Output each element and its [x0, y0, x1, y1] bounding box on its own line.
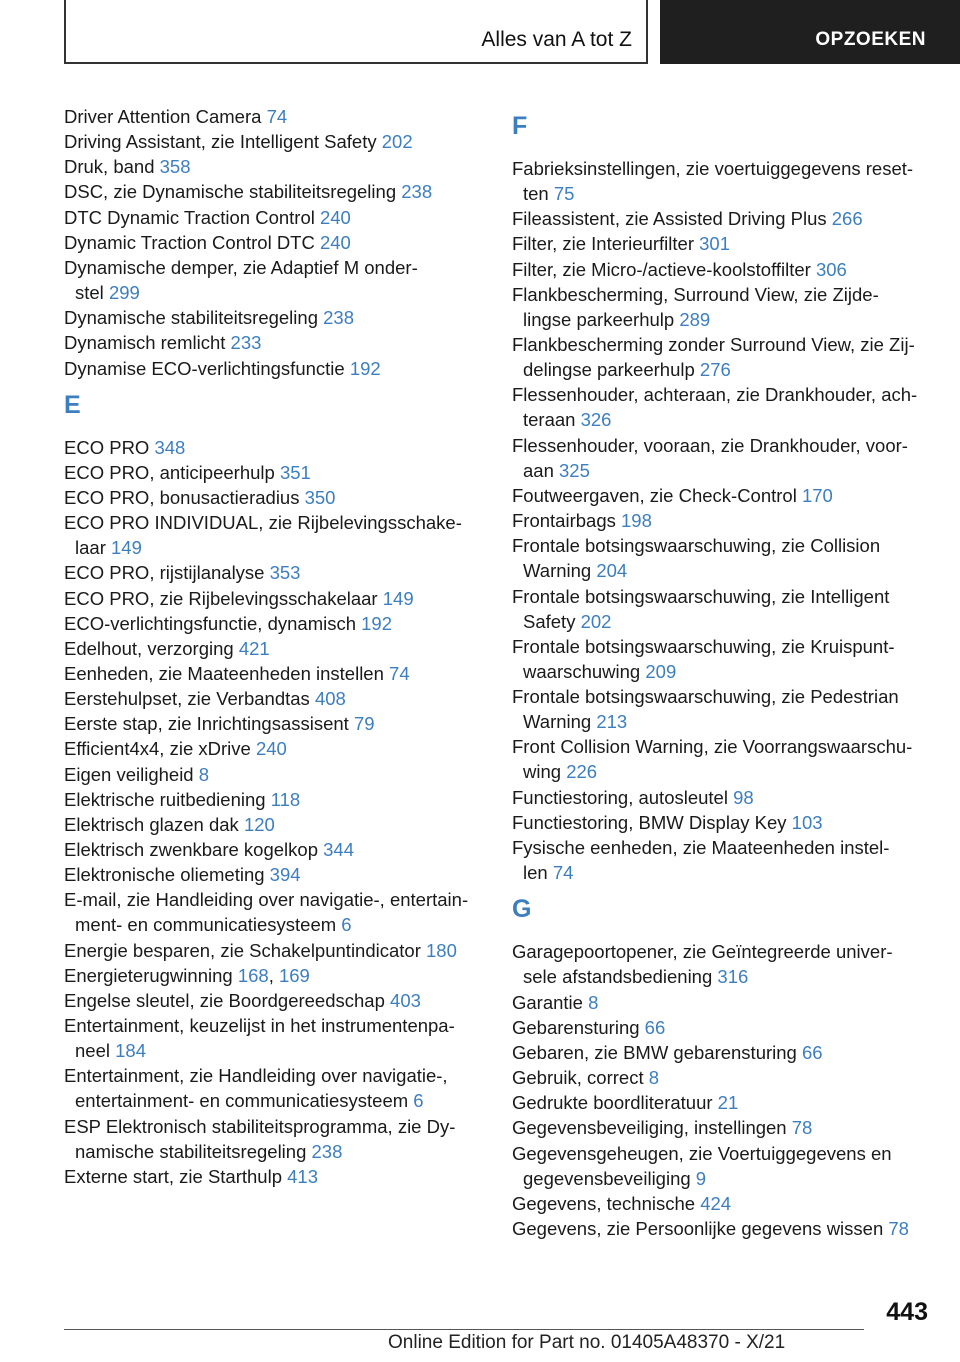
- page-reference-link[interactable]: 21: [717, 1092, 739, 1114]
- index-entry: [512, 684, 932, 734]
- entry-term-continuation: sele afstandsbediening: [523, 966, 713, 988]
- index-entry: [512, 206, 932, 231]
- entry-term: Gebaren, zie BMW gebarensturing: [512, 1041, 797, 1063]
- index-entry: [64, 129, 484, 154]
- entry-term-continuation: stel: [75, 281, 104, 303]
- page-reference-link[interactable]: 204: [596, 560, 628, 582]
- index-entry: [64, 230, 484, 255]
- entry-term-continuation: Warning: [523, 711, 592, 733]
- index-entry: [512, 835, 932, 885]
- index-entry: [512, 734, 932, 784]
- page-reference-link[interactable]: 192: [349, 357, 381, 379]
- header-title-box: [64, 0, 648, 64]
- entry-term: Elektrisch glazen dak: [64, 813, 239, 835]
- index-entry: [64, 330, 484, 355]
- page-reference-link[interactable]: 348: [154, 436, 186, 458]
- page-reference-link[interactable]: 299: [108, 281, 140, 303]
- entry-term: Frontale botsingswaarschuwing, zie Kruispunt-: [512, 635, 895, 657]
- index-entry: [512, 1015, 932, 1040]
- index-entry: [64, 179, 484, 204]
- page-reference-link[interactable]: 233: [230, 332, 262, 354]
- entry-term-continuation: gegevensbeveiliging: [523, 1167, 691, 1189]
- page-reference-link[interactable]: 75: [553, 183, 575, 204]
- entry-term: ECO-verlichtingsfunctie, dynamisch: [64, 612, 356, 634]
- index-entry: [64, 812, 484, 837]
- page-reference-link[interactable]: 424: [700, 1192, 732, 1214]
- page-reference-link[interactable]: 226: [566, 761, 598, 783]
- entry-term: Gegevens, technische: [512, 1192, 696, 1214]
- page-reference-link[interactable]: 66: [801, 1041, 823, 1063]
- page-reference-link[interactable]: 238: [311, 1140, 343, 1162]
- entry-term: Eerstehulpset, zie Verbandtas: [64, 688, 310, 710]
- entry-term: Efficient4x4, zie xDrive: [64, 738, 251, 760]
- entry-term: Dynamic Traction Control DTC: [64, 231, 315, 253]
- entry-term-continuation: delingse parkeerhulp: [523, 359, 695, 381]
- index-entry: [64, 938, 484, 963]
- page-reference-link[interactable]: 78: [791, 1117, 813, 1139]
- entry-term: Dynamische demper, zie Adaptief M onder-: [64, 256, 418, 278]
- index-entry: [512, 1040, 932, 1065]
- page-reference-link[interactable]: 306: [815, 258, 847, 280]
- entry-term-continuation: wing: [523, 761, 562, 783]
- index-entry: [512, 584, 932, 634]
- entry-term: E-mail, zie Handleiding over navigatie-, entertain-: [64, 889, 469, 911]
- index-entry: [64, 460, 484, 485]
- entry-term-continuation: entertainment- en communicatiesysteem: [75, 1090, 409, 1112]
- index-entry: [512, 1090, 932, 1115]
- entry-term: Eenheden, zie Maateenheden instellen: [64, 663, 384, 684]
- entry-term: Druk, band: [64, 156, 155, 178]
- index-entry: [64, 485, 484, 510]
- entry-term: Elektrisch zwenkbare kogelkop: [64, 839, 318, 861]
- page-reference-link[interactable]: 74: [266, 106, 288, 127]
- entry-term-continuation: teraan: [523, 409, 576, 431]
- page-reference-link[interactable]: 240: [319, 206, 351, 228]
- entry-term: Flessenhouder, vooraan, zie Drankhouder, voor-: [512, 434, 908, 456]
- index-entry: [64, 510, 484, 560]
- entry-term: ESP Elektronisch stabiliteitsprogramma, zie Dy-: [64, 1115, 456, 1137]
- index-entry: [64, 104, 484, 129]
- page-reference-link[interactable]: 350: [304, 486, 336, 508]
- entry-term: Gegevensgeheugen, zie Voertuiggegevens en: [512, 1142, 892, 1164]
- index-letter-heading: F: [512, 112, 528, 140]
- entry-term: Frontale botsingswaarschuwing, zie Collision: [512, 535, 881, 557]
- entry-term: Externe start, zie Starthulp: [64, 1166, 282, 1187]
- entry-term: ECO PRO INDIVIDUAL, zie Rijbelevingsschake-: [64, 512, 462, 534]
- index-entry: [512, 990, 932, 1015]
- entry-term-continuation: aan: [523, 459, 554, 481]
- entry-term: Dynamische stabiliteitsregeling: [64, 307, 318, 329]
- entry-term: Frontale botsingswaarschuwing, zie Pedestrian: [512, 686, 899, 708]
- entry-term: Filter, zie Interieurfilter: [512, 233, 694, 255]
- index-entry: [64, 711, 484, 736]
- page-reference-link[interactable]: 149: [111, 537, 142, 559]
- page-reference-link[interactable]: 413: [287, 1166, 319, 1187]
- entry-term: Eigen veiligheid: [64, 763, 194, 785]
- entry-term: Eerste stap, zie Inrichtingsassisent: [64, 713, 349, 735]
- entry-term: Flankbescherming, Surround View, zie Zijde-: [512, 283, 879, 305]
- index-entry: [64, 435, 484, 460]
- entry-term: Driving Assistant, zie Intelligent Safety: [64, 131, 377, 153]
- index-entry: [64, 686, 484, 711]
- page-reference-link[interactable]: 66: [644, 1016, 666, 1038]
- page-reference-link[interactable]: 8: [588, 991, 599, 1013]
- entry-term: Entertainment, zie Handleiding over navigatie-,: [64, 1065, 448, 1087]
- opzoeken-button[interactable]: [660, 0, 960, 64]
- entry-term: Energie besparen, zie Schakelpuntindicator: [64, 939, 421, 961]
- opzoeken-label: OPZOEKEN: [815, 29, 926, 50]
- index-entry: [512, 282, 932, 332]
- entry-term: Garantie: [512, 991, 583, 1013]
- page-reference-link[interactable]: 168: [237, 964, 269, 986]
- entry-term: ECO PRO, bonusactieradius: [64, 486, 300, 508]
- entry-term: Edelhout, verzorging: [64, 637, 234, 659]
- index-entry: [64, 887, 484, 937]
- index-entry: [64, 356, 484, 381]
- index-entry: [512, 508, 932, 533]
- entry-term-continuation: Safety: [523, 610, 576, 632]
- page-reference-link[interactable]: 403: [390, 989, 421, 1011]
- entry-term-continuation: neel: [75, 1040, 110, 1062]
- index-entry: [64, 1164, 484, 1189]
- page-reference-link[interactable]: 6: [341, 914, 352, 936]
- page-reference-link[interactable]: 238: [323, 307, 354, 329]
- entry-term: Gebruik, correct: [512, 1067, 644, 1089]
- page-reference-link[interactable]: 74: [389, 663, 410, 684]
- entry-term-continuation: waarschuwing: [523, 660, 641, 682]
- entry-term: ECO PRO, zie Rijbelevingsschakelaar: [64, 587, 378, 609]
- entry-term: ECO PRO, anticipeerhulp: [64, 461, 275, 483]
- page-reference-link[interactable]: 98: [733, 786, 754, 808]
- index-entry: [512, 533, 932, 583]
- index-entry: [64, 988, 484, 1013]
- entry-term: Elektrische ruitbediening: [64, 788, 266, 810]
- page-reference-link[interactable]: 180: [426, 939, 457, 961]
- entry-term: Energieterugwinning: [64, 964, 233, 986]
- index-entry: [512, 810, 932, 835]
- page-reference-link[interactable]: 213: [596, 711, 628, 733]
- index-entry: Energieterugwinning 168, 169: [64, 964, 310, 986]
- index-entry: [512, 1065, 932, 1090]
- entry-term: Gegevensbeveiliging, instellingen: [512, 1117, 787, 1139]
- index-entry: [64, 586, 484, 611]
- page-reference-link[interactable]: 240: [255, 738, 287, 760]
- entry-term: Gedrukte boordliteratuur: [512, 1092, 713, 1114]
- page-reference-link[interactable]: 301: [699, 233, 730, 255]
- index-entry: [64, 862, 484, 887]
- index-entry: [512, 156, 932, 206]
- page-reference-link[interactable]: 78: [888, 1218, 909, 1239]
- entry-term: Front Collision Warning, zie Voorrangswaarschu-: [512, 736, 913, 758]
- page-reference-link[interactable]: 326: [580, 409, 612, 431]
- index-entry: [64, 611, 484, 636]
- page-reference-link[interactable]: 408: [314, 688, 346, 710]
- entry-term-continuation: ment- en communicatiesysteem: [75, 914, 337, 936]
- index-entry: [512, 332, 932, 382]
- entry-term: Functiestoring, autosleutel: [512, 786, 728, 808]
- index-entry: [64, 154, 484, 179]
- page-reference-link[interactable]: 9: [695, 1167, 707, 1189]
- page-reference-link[interactable]: 240: [319, 231, 351, 253]
- entry-term: Elektronische oliemeting: [64, 864, 265, 886]
- index-entry: [512, 231, 932, 256]
- entry-term: Functiestoring, BMW Display Key: [512, 811, 787, 833]
- page-reference-link[interactable]: 198: [621, 510, 652, 532]
- index-entry: [64, 305, 484, 330]
- page-reference-link[interactable]: 8: [648, 1067, 660, 1089]
- page-reference-link[interactable]: 421: [238, 637, 270, 659]
- page-reference-link[interactable]: 394: [269, 864, 301, 886]
- index-entry: [512, 433, 932, 483]
- entry-term: Dynamise ECO-verlichtingsfunctie: [64, 357, 345, 379]
- entry-term-continuation: ten: [523, 183, 549, 204]
- entry-term: Driver Attention Camera: [64, 106, 262, 127]
- index-entry: [64, 661, 484, 686]
- entry-term: Gebarensturing: [512, 1016, 640, 1038]
- page-reference-link[interactable]: 170: [801, 484, 833, 506]
- index-entry: [512, 1115, 932, 1140]
- index-entry: [512, 382, 932, 432]
- entry-term-continuation: Warning: [523, 560, 592, 582]
- page-reference-link[interactable]: 184: [115, 1040, 146, 1062]
- index-entry: [64, 255, 484, 305]
- page-reference-link[interactable]: 289: [679, 308, 711, 330]
- entry-term: Fileassistent, zie Assisted Driving Plus: [512, 208, 827, 230]
- index-entry: [512, 1216, 932, 1241]
- index-entry: [64, 762, 484, 787]
- entry-term: Fysische eenheden, zie Maateenheden instel-: [512, 837, 890, 859]
- page-reference-link[interactable]: 351: [279, 461, 311, 483]
- page-reference-link[interactable]: 344: [323, 839, 355, 861]
- index-letter-heading: E: [64, 390, 81, 419]
- index-entry: [64, 636, 484, 661]
- entry-term: Dynamisch remlicht: [64, 332, 226, 354]
- entry-term-continuation: laar: [75, 537, 106, 559]
- entry-term: Entertainment, keuzelijst in het instrumentenpa-: [64, 1015, 455, 1037]
- index-entry: [64, 560, 484, 585]
- page-reference-link[interactable]: 266: [831, 208, 863, 230]
- page-reference-link[interactable]: 316: [717, 966, 749, 988]
- index-entry: [64, 736, 484, 761]
- entry-term: Frontairbags: [512, 510, 616, 532]
- page-reference-link[interactable]: 118: [270, 788, 301, 810]
- page-reference-link[interactable]: 276: [699, 359, 731, 381]
- index-entry: [512, 1141, 932, 1191]
- entry-term: ECO PRO: [64, 436, 150, 458]
- page-reference-link[interactable]: 325: [559, 459, 590, 481]
- page-number: 443: [886, 1298, 928, 1326]
- page-reference-link[interactable]: 192: [361, 612, 393, 634]
- entry-term-continuation: len: [523, 862, 548, 884]
- index-entry: [512, 785, 932, 810]
- entry-term: Foutweergaven, zie Check-Control: [512, 484, 797, 506]
- page-reference-link[interactable]: 149: [382, 587, 414, 609]
- entry-term: Garagepoortopener, zie Geïntegreerde univer-: [512, 941, 893, 963]
- entry-term: Flessenhouder, achteraan, zie Drankhouder, ach-: [512, 384, 918, 406]
- entry-term-continuation: lingse parkeerhulp: [523, 308, 675, 330]
- page-reference-link[interactable]: 202: [381, 131, 413, 153]
- index-entry: [64, 787, 484, 812]
- index-entry: [512, 257, 932, 282]
- page-reference-link[interactable]: 103: [791, 811, 823, 833]
- index-letter-heading: G: [512, 895, 532, 924]
- page-reference-link[interactable]: 353: [269, 562, 301, 584]
- entry-term-continuation: namische stabiliteitsregeling: [75, 1140, 307, 1162]
- page-reference-link[interactable]: 209: [645, 660, 677, 682]
- page-reference-link[interactable]: 169: [278, 964, 310, 986]
- page-reference-link[interactable]: 74: [552, 862, 574, 884]
- entry-term: ECO PRO, rijstijlanalyse: [64, 562, 265, 584]
- index-entry: [512, 1191, 932, 1216]
- page-reference-link[interactable]: 202: [580, 610, 612, 632]
- header-title: Alles van A tot Z: [481, 28, 632, 51]
- index-entry: [512, 483, 932, 508]
- entry-term: Filter, zie Micro-/actieve-koolstoffilter: [512, 258, 811, 280]
- footer-divider: [64, 1329, 864, 1330]
- footer-edition-text: Online Edition for Part no. 01405A48370 - X/21: [388, 1332, 786, 1353]
- entry-term: Flankbescherming zonder Surround View, zie Zij-: [512, 334, 915, 356]
- page-reference-link[interactable]: 8: [198, 763, 210, 785]
- entry-term: Frontale botsingswaarschuwing, zie Intelligent: [512, 585, 890, 607]
- index-entry: [64, 837, 484, 862]
- page-reference-link[interactable]: 120: [243, 813, 275, 835]
- index-entry: [512, 634, 932, 684]
- index-entry: [64, 1114, 484, 1164]
- page-reference-link[interactable]: 79: [353, 713, 375, 735]
- entry-term: Fabrieksinstellingen, zie voertuiggegevens reset-: [512, 158, 914, 179]
- page-reference-link[interactable]: 238: [401, 181, 433, 203]
- index-entry: [64, 205, 484, 230]
- page-reference-link[interactable]: 6: [413, 1090, 424, 1112]
- entry-term: DTC Dynamic Traction Control: [64, 206, 315, 228]
- index-entry: [64, 1063, 484, 1113]
- index-entry: [512, 939, 932, 989]
- entry-term: Gegevens, zie Persoonlijke gegevens wissen: [512, 1218, 884, 1239]
- entry-term: Engelse sleutel, zie Boordgereedschap: [64, 989, 385, 1011]
- index-entry: [64, 1013, 484, 1063]
- page-reference-link[interactable]: 358: [159, 156, 191, 178]
- entry-term: DSC, zie Dynamische stabiliteitsregeling: [64, 181, 397, 203]
